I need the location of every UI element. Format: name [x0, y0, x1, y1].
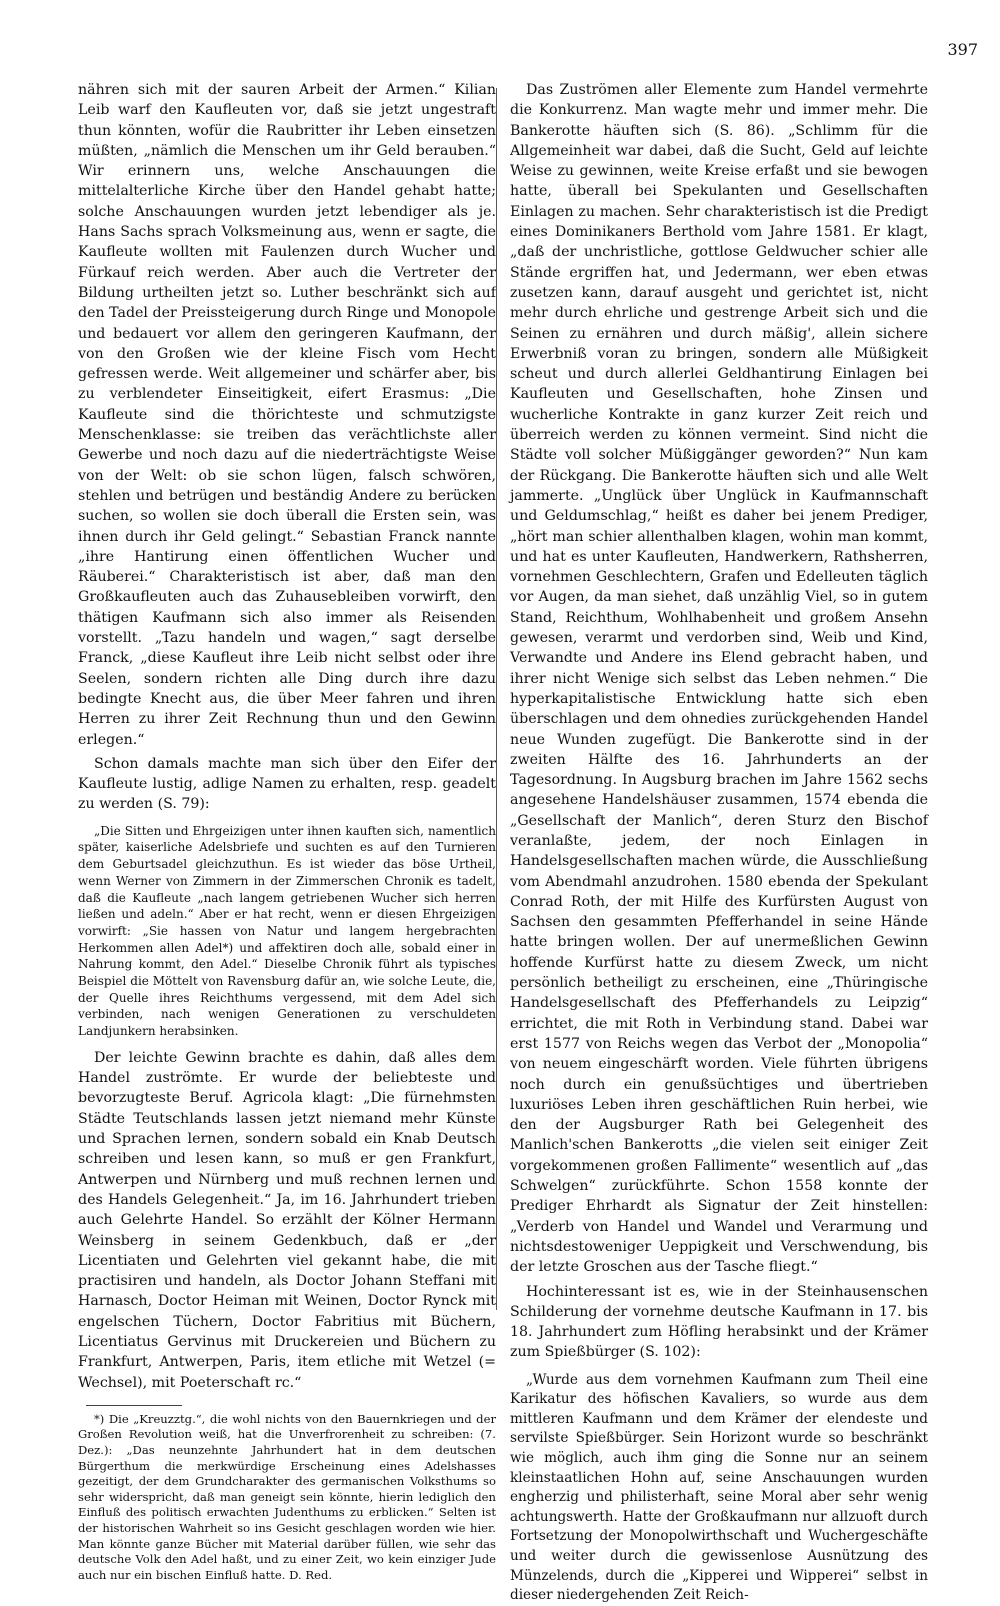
right-column: [510, 80, 928, 1606]
left-column: [78, 80, 496, 1583]
paragraph: Der leichte Gewinn brachte es dahin, daß alles dem Handel zuströmte. Er wurde der beliebteste und bevorzugteste Beruf. Agricola klagt: „Die fürnehmsten Städte Teutschlands lassen jetzt niemand mehr Künste und Sprachen lernen, sondern sobald ein Knab Deutsch schreiben und lesen kann, so muß er gen Frankfurt, Antwerpen und Nürnberg und muß rechnen lernen und des Handels Gelegenheit.“ Ja, im 16. Jahrhundert trieben auch Gelehrte Handel. So erzählt der Kölner Hermann Weinsberg in seinem Gedenkbuch, daß er „der Licentiaten und Gelehrten viel gekannt habe, die mit practisiren und handeln, als Doctor Johann Steffani mit Harnasch, Doctor Heiman mit Weinen, Doctor Rynck mit engelschen Tüchern, Doctor Fabritius mit Büchern, Licentiatus Gervinus mit Druckereien und Büchern zu Frankfurt, Antwerpen, Paris, item etliche mit Wetzel (= Wechsel), mit Poeterschaft rc.“: [78, 1049, 496, 1391]
column-divider: [496, 88, 497, 1310]
paragraph: nähren sich mit der sauren Arbeit der Armen.“ Kilian Leib warf den Kaufleuten vor, daß sie jetzt ungestraft thun könnten, wofür die Raubritter ihr Leben einsetzen müßten, „nämlich die Menschen um ihr Geld berauben.“ Wir erinnern uns, welche Anschauungen die mittelalterliche Kirche über den Handel gehabt hatte; solche Anschauungen wurden jetzt lebendiger als je. Hans Sachs sprach Volksmeinung aus, wenn er sagte, die Kaufleute wollten mit Faulenzen durch Wucher und Fürkauf reich werden. Aber auch die Vertreter der Bildung urtheilten jetzt so. Luther beschränkt sich auf den Tadel der Preissteigerung durch Ringe und Monopole und bedauert vor allem den geringeren Kaufmann, der von den Großen wie der kleine Fisch vom Hecht gefressen werde. Weit allgemeiner und schärfer aber, bis zu verblendeter Einseitigkeit, eifert Erasmus: „Die Kaufleute sind die thörichteste und schmutzigste Menschenklasse: sie treiben das verächtlichste aller Gewerbe und noch dazu auf die niederträchtigste Weise von der Welt: ob sie schon lügen, falsch schwören, stehlen und betrügen und beständig Andere zu berücken suchen, so wollen sie doch überall die Ersten sein, was ihnen durch ihr Geld gelingt.“ Sebastian Franck nannte „ihre Hantirung einen öffentlichen Wucher und Räuberei.“ Charakteristisch ist aber, daß man den Großkaufleuten auch das Zuhausebleiben vorwirft, den thätigen Kaufmann sich also immer als Reisenden vorstellt. „Tazu handeln und wagen,“ sagt derselbe Franck, „diese Kaufleut ihre Leib nicht selbst oder ihre Seelen, sondern richten alle Ding durch ihre dazu bedingte Knecht aus, die über Meer fahren und ihren Herren zu ihrer Zeit Rechnung thun und den Gewinn erlegen.“: [78, 82, 496, 748]
paragraph: Hochinteressant ist es, wie in der Steinhausenschen Schilderung der vornehme deutsche Kaufmann in 17. bis 18. Jahrhundert zum Höfling herabsinkt und der Krämer zum Spießbürger (S. 102):: [510, 1283, 928, 1361]
block-quote: „Die Sitten und Ehrgeizigen unter ihnen kauften sich, namentlich später, kaiserliche Adelsbriefe und suchten es auf den Turnieren dem Geburtsadel gleichzuthun. Es ist wieder das böse Urtheil, wenn Werner von Zimmern in der Zimmerschen Chronik es tadelt, daß die Kaufleute „nach langem getriebenen Wucher sich herren ließen und adeln.“ Aber er hat recht, wenn er diesen Ehrgeizigen vorwirft: „Sie hassen von Natur und langem hergebrachten Herkommen allen Adel*) und affektiren doch alle, sobald einer in Nahrung kommt, den Adel.“ Dieselbe Chronik führt als typisches Beispiel die Möttelt von Ravensburg dafür an, wie solche Leute, die, der Quelle ihres Reichthums vergessend, mit dem Adel sich verbinden, nach wenigen Generationen zu verschuldeten Landjunkern herabsinken.: [78, 823, 496, 1039]
footnote: *) Die „Kreuzztg.“, die wohl nichts von den Bauernkriegen und der Großen Revolution weiß, hat die Unverfrorenheit zu schreiben: (7. Dez.): „Das neunzehnte Jahrhundert hat in dem deutschen Bürgerthum die merkwürdige Erscheinung eines Adelshasses gezeitigt, der dem Grundcharakter des germanischen Volksthums so sehr widerspricht, daß man geneigt sein könnte, hierin lediglich den Einfluß des politisch erwachten Judenthums zu erblicken.“ Selten ist der historischen Wahrheit so ins Gesicht geschlagen worden wie hier. Man könnte ganze Bücher mit Material darüber füllen, wie sehr das deutsche Volk den Adel haßt, und zu einer Zeit, wo kein einziger Jude auch nur ein bischen Einfluß hatte. D. Red.: [78, 1411, 496, 1582]
paragraph: Schon damals machte man sich über den Eifer der Kaufleute lustig, adlige Namen zu erhalten, resp. geadelt zu werden (S. 79):: [78, 755, 496, 813]
page-number: 397: [947, 40, 978, 59]
footnote-divider: [86, 1405, 182, 1406]
paragraph: Das Zuströmen aller Elemente zum Handel vermehrte die Konkurrenz. Man wagte mehr und immer mehr. Die Bankerotte häuften sich (S. 86). „Schlimm für die Allgemeinheit war dabei, daß die Sucht, Geld auf leichte Weise zu gewinnen, weite Kreise erfaßt und sie bewogen hatte, überall bei Spekulanten und Gesellschaften Einlagen zu machen. Sehr charakteristisch ist die Predigt eines Dominikaners Berthold vom Jahre 1581. Er klagt, „daß der unchristliche, gottlose Geldwucher schier alle Stände ergriffen hat, und Jedermann, wer eben etwas zusetzen kann, darauf ausgeht und gerichtet ist, nicht mehr durch ehrliche und gestrenge Arbeit sich und die Seinen zu ernähren und durch mäßig', allein sichere Erwerbniß voran zu bringen, sondern alle Müßigkeit scheut und durch allerlei Geldhantirung Einlagen bei Kaufleuten und Gesellschaften, hohe Zinsen und wucherliche Kontrakte in ganz kurzer Zeit reich und überreich werden zu können vermeint. Sind nicht die Städte voll solcher Müßiggänger geworden?“ Nun kam der Rückgang. Die Bankerotte häuften sich und alle Welt jammerte. „Unglück über Unglück in Kaufmannschaft und Geldumschlag,“ heißt es daher bei jenem Prediger, „hört man schier allenthalben klagen, wohin man kommt, und hat es unter Kaufleuten, Handwerkern, Rathsherren, vornehmen Geschlechtern, Grafen und Edelleuten täglich vor Augen, da man siehet, daß unzählig Viel, so in gutem Stand, Reichthum, Wohlhabenheit und großem Ansehn gewesen, verarmt und verdorben sind, Weib und Kind, Verwandte und Andere ins Elend gebracht haben, und ihrer nicht Wenige sich selbst das Leben nehmen.“ Die hyperkapitalistische Entwicklung hatte sich eben überschlagen und dem ohnedies zurückgehenden Handel neue Wunden zugefügt. Die Bankerotte sind in der zweiten Hälfte des 16. Jahrhunderts an der Tagesordnung. In Augsburg brachen im Jahre 1562 sechs angesehene Handelshäuser zusammen, 1574 ebenda die „Gesellschaft der Manlich“, deren Sturz den Bischof veranlaßte, jedem, der noch Einlagen in Handelsgesellschaften machen würde, die Ausschließung vom Abendmahl anzudrohen. 1580 ebenda der Spekulant Conrad Roth, der mit Hilfe des Kurfürsten August von Sachsen den gesammten Pfefferhandel in seine Hände hatte bringen wollen. Der auf unermeßlichen Gewinn hoffende Kurfürst hatte zu diesem Zweck, um nicht persönlich betheiligt zu erscheinen, eine „Thüringische Handelsgesellschaft des Pfefferhandels zu Leipzig“ errichtet, die mit Roth in Verbindung stand. Dabei war erst 1577 von Reichs wegen das Verbot der „Monopolia“ von neuem eingeschärft worden. Viele führten übrigens noch durch ein genußsüchtiges und übertrieben luxuriöses Leben ihren geschäftlichen Ruin herbei, wie den der Augsburger Rath bei Gelegenheit des Manlich'schen Bankerotts „die vielen seit einiger Zeit vorgekommenen großen Fallimente“ wesentlich auf „das Schwelgen“ zurückführte. Schon 1558 konnte der Prediger Ehrhardt als Signatur der Zeit hinstellen: „Verderb von Handel und Wandel und Verarmung und nichtsdestoweniger Ueppigkeit und Verschwendung, bis der letzte Groschen aus der Tasche fliegt.“: [510, 82, 928, 1276]
block-quote: „Wurde aus dem vornehmen Kaufmann zum Theil eine Karikatur des höfischen Kavaliers, so wurde aus dem mittleren Kaufmann und dem Krämer der elendeste und servilste Spießbürger. Sein Horizont wurde so beschränkt wie möglich, auch ihm ging die Sonne nur an seinem kleinstaatlichen Hohn auf, seine Anschauungen wurden engherzig und philisterhaft, seine Moral aber sehr wenig achtungswerth. Hatte der Großkaufmann nur allzuoft durch Fortsetzung der Monopolwirthschaft und Wuchergeschäfte und weiter durch die gewissenlose Ausnützung des Münzelends, durch die „Kipperei und Wipperei“ selbst in dieser niedergehenden Zeit Reich-: [510, 1371, 928, 1604]
